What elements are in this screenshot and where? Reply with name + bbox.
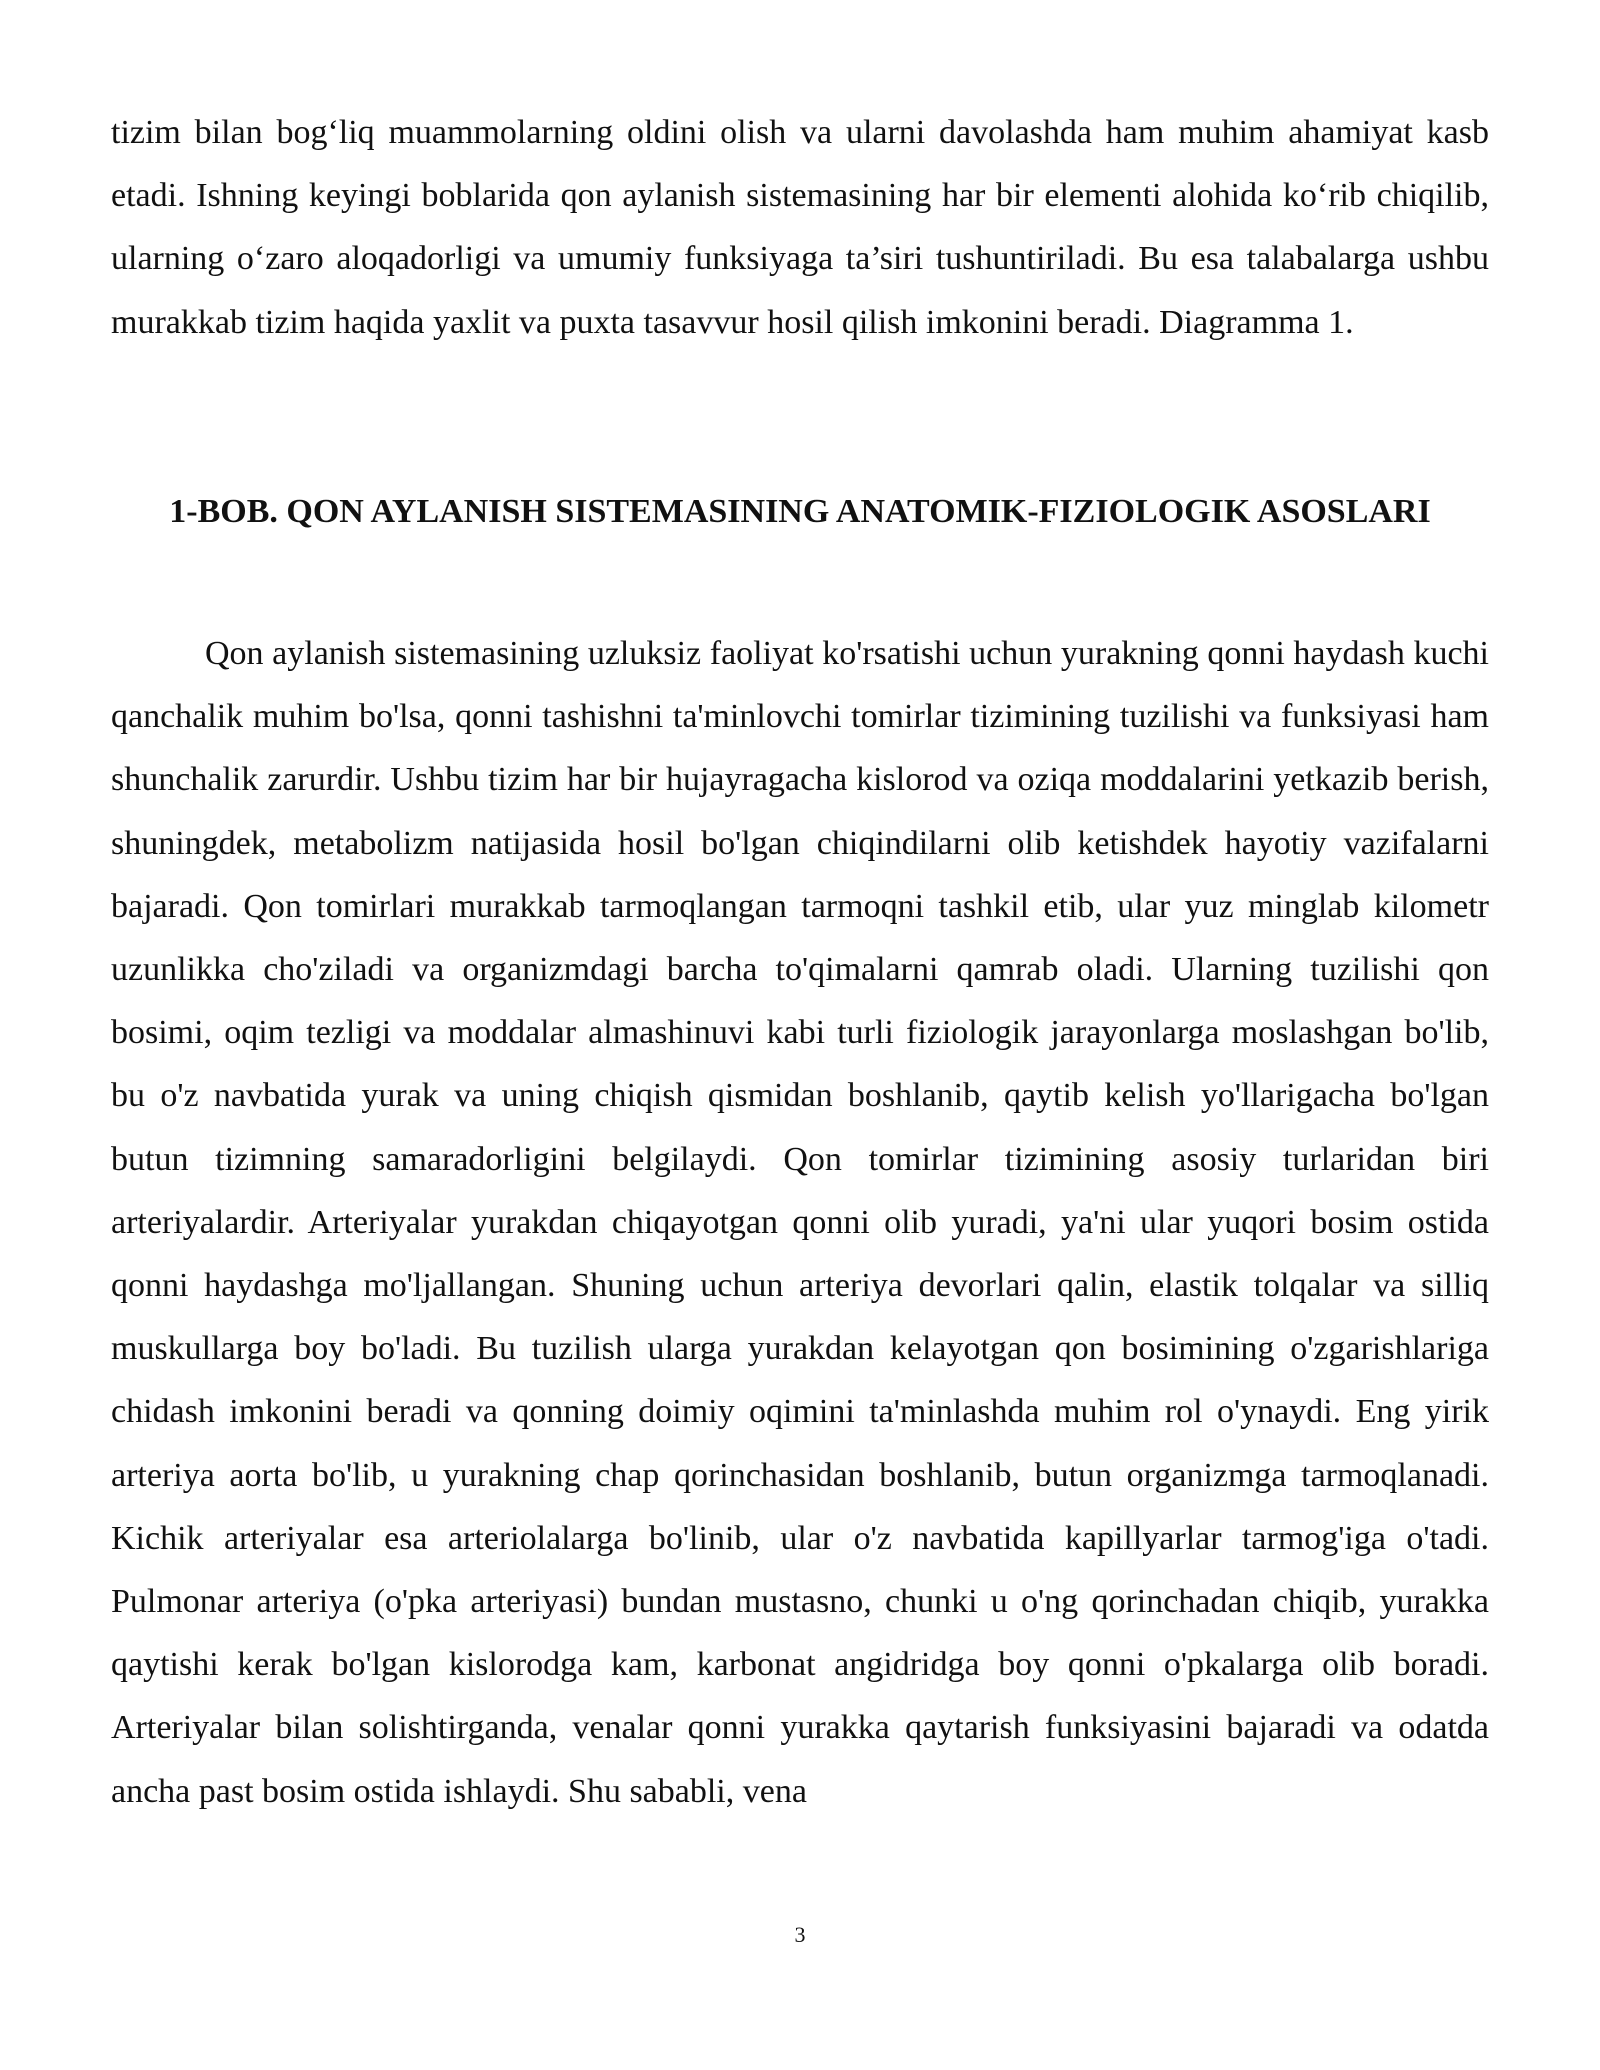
intro-paragraph: tizim bilan bog‘liq muammolarning oldini olish va ularni davolashda ham muhim ahamiyat kasb etadi. Ishning keyingi boblarida qon aylanish sistemasining har bir elementi alohida ko‘rib chiqilib, ularning o‘zaro aloqadorligi va umumiy funksiyaga ta’siri tushuntiriladi. Bu esa talabalarga ushbu murakkab tizim haqida yaxlit va puxta tasavvur hosil qilish imkonini beradi. Diagramma 1. bbox=[111, 114, 1489, 341]
page-number: 3 bbox=[794, 1922, 806, 1947]
chapter-heading: 1-BOB. QON AYLANISH SISTEMASINING ANATOMIK-FIZIOLOGIK ASOSLARI bbox=[169, 493, 1431, 530]
body-paragraph: Qon aylanish sistemasining uzluksiz faoliyat ko'rsatishi uchun yurakning qonni haydash kuchi qanchalik muhim bo'lsa, qonni tashishni ta'minlovchi tomirlar tizimining tuzilishi va funksiyasi ham shunchalik zarurdir. Ushbu tizim har bir hujayragacha kislorod va oziqa moddalarini yetkazib berish, shuningdek, metabolizm natijasida hosil bo'lgan chiqindilarni olib ketishdek hayotiy vazifalarni bajaradi. Qon tomirlari murakkab tarmoqlangan tarmoqni tashkil etib, ular yuz minglab kilometr uzunlikka cho'ziladi va organizmdagi barcha to'qimalarni qamrab oladi. Ularning tuzilishi qon bosimi, oqim tezligi va moddalar almashinuvi kabi turli fiziologik jarayonlarga moslashgan bo'lib, bu o'z navbatida yurak va uning chiqish qismidan boshlanib, qaytib kelish yo'llarigacha bo'lgan butun tizimning samaradorligini belgilaydi. Qon tomirlar tizimining asosiy turlaridan biri arteriyalardir. Arteriyalar yurakdan chiqayotgan qonni olib yuradi, ya'ni ular yuqori bosim ostida qonni haydashga mo'ljallangan. Shuning uchun arteriya devorlari qalin, elastik tolqalar va silliq muskullarga boy bo'ladi. Bu tuzilish ularga yurakdan kelayotgan qon bosimining o'zgarishlariga chidash imkonini beradi va qonning doimiy oqimini ta'minlashda muhim rol o'ynaydi. Eng yirik arteriya aorta bo'lib, u yurakning chap qorinchasidan boshlanib, butun organizmga tarmoqlanadi. Kichik arteriyalar esa arteriolalarga bo'linib, ular o'z navbatida kapillyarlar tarmog'iga o'tadi. Pulmonar arteriya (o'pka arteriyasi) bundan mustasno, chunki u o'ng qorinchadan chiqib, yurakka qaytishi kerak bo'lgan kislorodga kam, karbonat angidridga boy qonni o'pkalarga olib boradi. Arteriyalar bilan solishtirganda, venalar qonni yurakka qaytarish funksiyasini bajaradi va odatda ancha past bosim ostida ishlaydi. Shu sababli, vena bbox=[111, 635, 1489, 1810]
